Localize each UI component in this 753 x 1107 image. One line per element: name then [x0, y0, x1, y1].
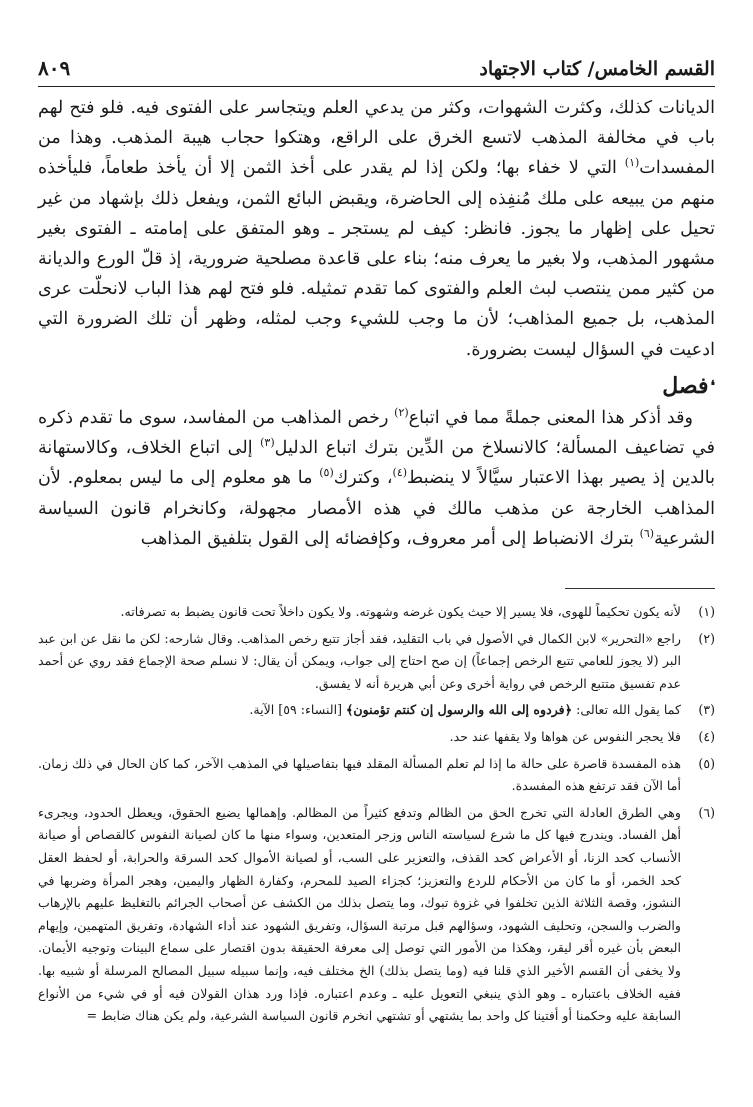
footnote-number: (٤)	[698, 729, 715, 745]
paragraph-1-text: الديانات كذلك، وكثرت الشهوات، وكثر من يدعي العلم ويتجاسر على الفتوى فيه. فلو فتح لهم باب في مخالفة المذهب لاتسع الخرق على الراقع، وهتكوا حجاب هيبة المذهب. وهذا من المفسدات	[38, 98, 715, 179]
section-ornament-icon: ❛	[710, 377, 715, 394]
footnote-text: فلا يحجر النفوس عن هواها ولا يقفها عند حد.	[449, 729, 681, 745]
footnote-ref-4: (٤)	[392, 466, 408, 480]
footnote-2	[38, 628, 715, 696]
footnote-number: (٥)	[698, 755, 715, 771]
quran-verse: ﴿فردوه إلى الله والرسول إن كنتم تؤمنون﴾	[346, 702, 573, 718]
footnote-text-b: [النساء: ٥٩] الآية.	[249, 702, 347, 718]
footnote-text-a: كما يقول الله تعالى:	[572, 702, 681, 718]
footnote-number: (٦)	[698, 804, 715, 820]
footnotes	[38, 601, 715, 1028]
header-title: القسم الخامس/ كتاب الاجتهاد	[479, 58, 715, 80]
section-title-text: فصل	[662, 372, 709, 399]
footnote-text: هذه المفسدة قاصرة على حالة ما إذا لم تعلم المسألة المقلد فيها بتفاصيلها في المذهب الآخر، كما كان الحال في ذلك زمان. أما الآن فقد ترتفع هذه المفسدة.	[38, 755, 681, 794]
footnote-text: لأنه يكون تحكيماً للهوى، فلا يسير إلا حيث يكون غرضه وشهوته. ولا يكون داخلاً تحت قانون يضبط به تصرفاته.	[120, 604, 681, 620]
footnote-text: راجع «التحرير» لابن الكمال في الأصول في باب التقليد، فقد أجاز تتبع رخص المذاهب. وقال شارحه: لكن ما نقل عن ابن عبد البر (لا يجوز للعامي تتبع الرخص إجماعاً) إن صح احتاج إلى جواب، ويمكن أن يقال: لا نسلم صحة الإجماع فقد روي عن أحمد عدم تفسيق متتبع الرخص في رواية أخرى وعن أبي هريرة أنه لا يفسق.	[38, 630, 681, 691]
main-text	[38, 93, 715, 554]
paragraph-1-continued: التي لا خفاء بها؛ ولكن إذا لم يقدر على أخذ الثمن إلا أن يأخذ طعاماً، فليأخذه منهم من يبيعه على ملك مُنفِذه إلى الحاضرة، ويقبض البائع الثمن، ويفعل ذلك بإشهاد من غير تحيل على إظهار ما يجوز. فانظر: كيف لم يستجر ـ وهو المتفق على إمامته ـ الفتوى بغير مشهور المذهب، ولا بغير ما يعرف منه؛ بناء على قاعدة مصلحية ضرورية، إذ قلّ الورع والديانة من كثير ممن ينتصب لبث العلم والفتوى كما تقدم تمثيله. فلو فتح لهم هذا الباب لانحلّت عرى المذهب، بل جميع المذاهب؛ لأن ما وجب للشيء وجب لمثله، وظهر أن تلك الضرورة التي ادعيت في السؤال ليست بضرورة.	[38, 158, 716, 360]
paragraph-2-text-c: إلى اتباع الخلاف، وكالاستهانة بالدين إذ يصير بهذا الاعتبار سيَّالاً لا ينضبط	[38, 438, 715, 489]
footnote-4	[38, 726, 715, 749]
paragraph-2-text-f: بترك الانضباط إلى أمر معروف، وكإفضائه إلى القول بتلفيق المذاهب	[140, 528, 640, 549]
footnote-text	[38, 699, 681, 722]
paragraph-2-text-a: وقد أذكر هذا المعنى جملةً مما في اتباع	[408, 408, 693, 429]
footnote-ref-2: (٢)	[394, 406, 409, 420]
footnote-number: (١)	[698, 604, 715, 620]
footnote-number: (٢)	[698, 630, 715, 646]
paragraph-1	[38, 93, 715, 365]
page	[38, 56, 715, 1107]
footnote-3	[38, 699, 715, 722]
footnote-6	[38, 802, 715, 1028]
paragraph-2-text-d: ، وكترك	[333, 468, 393, 489]
footnote-divider	[565, 588, 715, 589]
footnote-ref-5: (٥)	[319, 466, 334, 480]
paragraph-2-text-b: رخص المذاهب من المفاسد، سوى ما تقدم ذكره في تضاعيف المسألة؛ كالانسلاخ من الدِّين بترك اتباع الدليل	[38, 408, 715, 459]
footnote-1	[38, 601, 715, 624]
footnote-5	[38, 753, 715, 798]
page-number: ٨٠٩	[38, 56, 71, 80]
footnote-text: وهي الطرق العادلة التي تخرج الحق من الظالم وتدفع كثيراً من المظالم. وإهمالها يضيع الحقوق، ويعطل الحدود، ويجرىء أهل الفساد. ويندرج فيها كل ما شرع لسياسته الناس وزجر المتعدين، وسواء منها ما كان لصيانة النفوس كالقصاص أو صيانة الأنساب كحد الزنا، أو الأعراض كحد القذف، والتعزير على السب، أو لصيانة الأموال كحد السرقة والحرابة، أو لحفظ العقل كحد الخمر، أو ما كان من الأحكام للردع والتعزيز؛ كجزاء الصيد للمحرم، وكفارة الظهار واليمين، وهجر المرأة وضربها في النشوز، وقصة الثلاثة الذين تخلفوا في غزوة تبوك، وما يتصل بذلك من الكشف عن أصحاب الجرائم بالتغليظ عليهم بالإرهاب والضرب والسجن، وتحليف الشهود، وسؤالهم قبل مرتبة السؤال، وتفريق الشهود عند أداء الشهادة، وتفريق المتهمين، وإيهام البعض بأن غيره أقر ليقر، وهكذا من الأمور التي توصل إلى معرفة الحقيقة بدون اقتصار على سماع البينات وتوجيه الأيمان. ولا يخفى أن القسم الأخير الذي قلنا فيه (وما يتصل بذلك) الخ مختلف فيه، وإنما سبيله سبيل المصالح المرسلة أو شبيه بها. ففيه الخلاف باعتباره ـ وهو الذي ينبغي التعويل عليه ـ وعدم اعتباره. فإذا ورد هذان القولان فيه أو في شيء من الأنواع السابقة عليه وحكمنا أو أفتينا كل واحد بما يشتهي أو تشتهي انخرم قانون السياسة الشرعية، ولم يكن هناك ضابط =	[38, 804, 681, 1024]
footnote-ref-6: (٦)	[639, 526, 655, 540]
paragraph-2	[38, 403, 715, 554]
footnote-ref-1: (١)	[624, 156, 640, 170]
running-header	[38, 56, 715, 87]
section-title	[38, 371, 715, 401]
footnote-ref-3: (٣)	[260, 436, 275, 450]
paragraph-2-text-e: ما هو معلوم إلى ما ليس بمعلوم. لأن المذاهب الخارجة عن مذهب مالك في هذه الأمصار مجهولة، وكانخرام قانون السياسة الشرعية	[38, 468, 715, 549]
footnote-number: (٣)	[698, 702, 715, 718]
